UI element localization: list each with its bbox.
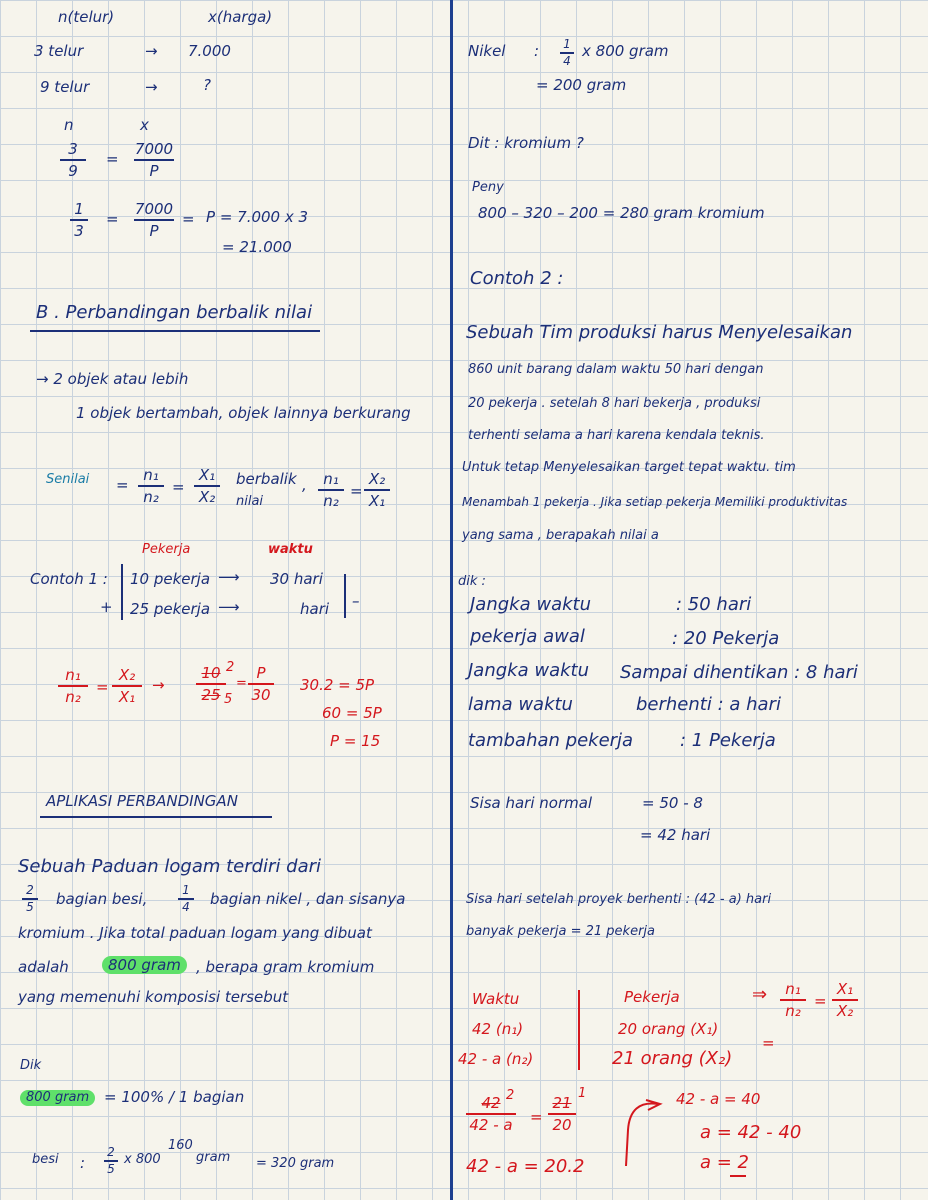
c1-row2-arrow: ⟶ — [218, 598, 240, 616]
senilai-n-fraction — [138, 466, 164, 506]
senilai-label: Senilai — [46, 472, 90, 487]
final-n1: n₁ — [785, 980, 801, 998]
soal-line-1: Sebuah Paduan logam terdiri dari — [18, 856, 322, 877]
calc-1: 1 — [578, 1086, 587, 1101]
result-10-bar — [196, 683, 226, 685]
berbalik-x-fraction — [364, 470, 390, 510]
besi-fraction — [104, 1146, 118, 1176]
contoh-2-line-3: 20 pekerja . setelah 8 hari bekerja , produksi — [468, 396, 761, 411]
dik-800-gram-highlight: 800 gram — [20, 1090, 95, 1106]
table-waktu-2: 42 - a (n₂) — [458, 1050, 534, 1068]
soal-besi-num: 2 — [26, 883, 34, 897]
besi-colon: : — [80, 1154, 86, 1172]
soal-kromium: , berapa gram kromium — [196, 958, 375, 976]
result-p-fraction — [248, 664, 274, 704]
soal-adalah: adalah — [18, 958, 69, 976]
nikel-label: Nikel — [468, 42, 506, 60]
c1-plus: + — [100, 598, 113, 616]
senilai-eq-1: = — [116, 476, 129, 494]
row1-x: 7.000 — [188, 42, 231, 60]
contoh-2-heading: Contoh 2 : — [470, 268, 564, 289]
fraction-7000-p — [134, 140, 174, 180]
result-n-bar — [58, 685, 88, 687]
berbalik-x-bar — [364, 489, 390, 491]
c1-dash: – — [352, 592, 360, 610]
sisa-normal-label: Sisa hari normal — [470, 794, 593, 812]
result-x1: X₁ — [118, 688, 136, 706]
dik-2-value: : 20 Pekerja — [672, 628, 780, 649]
senilai-x2: X₂ — [198, 488, 216, 506]
calc-21-fraction — [548, 1094, 576, 1134]
soal-nikel-fraction — [178, 884, 194, 914]
berbalik-n-fraction — [318, 470, 344, 510]
result-30: 30 — [251, 686, 271, 704]
nilai-label: nilai — [236, 494, 264, 509]
f2-num: 1 — [74, 200, 84, 218]
result-x-fraction — [112, 666, 142, 706]
senilai-x-fraction — [194, 466, 220, 506]
dik-4-value: berhenti : a hari — [636, 694, 781, 715]
senilai-n1: n₁ — [143, 466, 159, 484]
solve-step-3: a = 2 — [700, 1152, 750, 1173]
result-p-bar — [248, 683, 274, 685]
berbalik-eq: = — [350, 482, 363, 500]
f1-bar — [60, 159, 86, 161]
result-x-bar — [112, 685, 142, 687]
header-pekerja: Pekerja — [142, 542, 191, 557]
arc-arrowhead — [646, 1100, 660, 1110]
senilai-x-bar — [194, 485, 220, 487]
final-n-fraction — [780, 980, 806, 1020]
soal-line-3: kromium . Jika total paduan logam yang dibuat — [18, 924, 372, 942]
dik-5-value: : 1 Pekerja — [680, 730, 776, 751]
col-x: x — [140, 116, 149, 134]
f2-result-1: P = 7.000 x 3 — [206, 208, 309, 226]
berbalik-n1: n₁ — [323, 470, 339, 488]
berbalik-x2: X₂ — [368, 470, 386, 488]
dik-3-label: Jangka waktu — [468, 660, 589, 681]
fraction-1-3 — [70, 200, 88, 240]
row2-x: ? — [203, 76, 211, 94]
soal-nikel-den: 4 — [182, 900, 190, 914]
f1-equals: = — [106, 150, 119, 168]
table-waktu-1: 42 (n₁) — [472, 1020, 524, 1038]
f1-rden: P — [149, 162, 159, 180]
dik-100-percent: = 100% / 1 bagian — [104, 1088, 245, 1106]
sisa-normal-calc: = 50 - 8 — [642, 794, 703, 812]
f2-den: 3 — [74, 222, 84, 240]
result-10: 10 — [201, 664, 221, 682]
sisa-normal-result: = 42 hari — [640, 826, 711, 844]
final-x-bar — [832, 999, 858, 1001]
result-step-2: 60 = 5P — [322, 704, 382, 722]
fraction-7000-p-2 — [134, 200, 174, 240]
contoh-1-bar — [121, 564, 123, 620]
nikel-result: = 200 gram — [536, 76, 627, 94]
senilai-n2: n₂ — [143, 488, 159, 506]
final-eq: = — [814, 992, 827, 1010]
senilai-eq-2: = — [172, 478, 185, 496]
soal-nikel-num: 1 — [182, 883, 190, 897]
row2-arrow: → — [145, 78, 158, 96]
solve-step-1: 42 - a = 40 — [676, 1090, 761, 1108]
f1-den: 9 — [68, 162, 78, 180]
calc-42: 42 — [481, 1094, 501, 1112]
dik-label-left: Dik — [20, 1058, 42, 1073]
besi-num: 2 — [107, 1145, 115, 1159]
contoh-2-line-4: terhenti selama a hari karena kendala teknis. — [468, 428, 765, 443]
result-step-3: P = 15 — [330, 732, 381, 750]
f2-rnum: 7000 — [134, 200, 174, 218]
f1-rnum: 7000 — [134, 140, 174, 158]
nikel-num: 1 — [563, 37, 571, 51]
soal-line-5: yang memenuhi komposisi tersebut — [18, 988, 289, 1006]
contoh-2-line-1: Sebuah Tim produksi harus Menyelesaikan — [466, 322, 853, 343]
besi-den: 5 — [107, 1162, 115, 1176]
result-eq-2: = — [236, 676, 247, 691]
dik-1-label: Jangka waktu — [470, 594, 591, 615]
f2-rbar — [134, 219, 174, 221]
result-arrow: → — [152, 676, 165, 694]
dik-5-label: tambahan pekerja — [468, 730, 634, 751]
dik-4-label: lama waktu — [468, 694, 573, 715]
calc-20: 20 — [552, 1116, 572, 1134]
contoh-2-line-7: yang sama , berapakah nilai a — [462, 528, 659, 543]
f1-rbar — [134, 159, 174, 161]
dik-3-value: Sampai dihentikan : 8 hari — [620, 662, 858, 683]
aplikasi-underline — [40, 816, 272, 818]
table-pekerja-2: 21 orang (X₂) — [612, 1048, 733, 1069]
result-x2: X₂ — [118, 666, 136, 684]
contoh-2-line-6: Menambah 1 pekerja . Jika setiap pekerja Memiliki produktivitas — [462, 495, 848, 509]
final-n2: n₂ — [785, 1002, 801, 1020]
soal-bagian-nikel: bagian nikel , dan sisanya — [210, 890, 406, 908]
b-line-2: 1 objek bertambah, objek lainnya berkurang — [76, 404, 411, 422]
row2-n: 9 telur — [40, 78, 90, 96]
c1-row1-arrow: ⟶ — [218, 568, 240, 586]
header-waktu: waktu — [268, 542, 313, 557]
col-n: n — [64, 116, 74, 134]
c1-right-bar — [344, 574, 346, 618]
besi-160: 160 — [168, 1138, 193, 1153]
header-n-telur: n(telur) — [58, 8, 115, 26]
table-header-pekerja: Pekerja — [624, 988, 680, 1006]
dik-2-label: pekerja awal — [470, 626, 585, 647]
banyak-pekerja: banyak pekerja = 21 pekerja — [466, 924, 656, 939]
result-n2: n₂ — [65, 688, 81, 706]
peny-calculation: 800 – 320 – 200 = 280 gram kromium — [478, 204, 765, 222]
berbalik-comma: , — [302, 476, 307, 494]
besi-label: besi — [32, 1152, 59, 1167]
final-x2: X₂ — [836, 1002, 854, 1020]
sisa-setelah-berhenti: Sisa hari setelah proyek berhenti : (42 - a) hari — [466, 892, 772, 907]
senilai-n-bar — [138, 485, 164, 487]
result-eq-1: = — [96, 678, 109, 696]
dik-1-value: : 50 hari — [676, 594, 752, 615]
calc-21: 21 — [552, 1094, 572, 1112]
final-n-bar — [780, 999, 806, 1001]
section-b-underline — [30, 330, 320, 332]
contoh-1-label: Contoh 1 : — [30, 570, 108, 588]
f2-equals: = — [106, 210, 119, 228]
b-line-1: → 2 objek atau lebih — [36, 370, 189, 388]
f2-bar — [70, 219, 88, 221]
final-x1: X₁ — [836, 980, 854, 998]
f1-num: 3 — [68, 140, 78, 158]
soal-besi-den: 5 — [26, 900, 34, 914]
table-pekerja-1: 20 orang (X₁) — [618, 1020, 719, 1038]
result-step-1: 30.2 = 5P — [300, 676, 375, 694]
implies-arrow: ⇒ — [752, 984, 768, 1005]
dit-kromium: Dit : kromium ? — [468, 134, 584, 152]
final-x-fraction — [832, 980, 858, 1020]
result-p: P — [256, 664, 266, 682]
berbalik-x1: X₁ — [368, 492, 386, 510]
row1-arrow: → — [145, 42, 158, 60]
senilai-x1: X₁ — [198, 466, 216, 484]
besi-gram: gram — [196, 1150, 231, 1165]
f2-rden: P — [149, 222, 159, 240]
besi-times-800: x 800 — [124, 1152, 161, 1167]
result-n-fraction — [58, 666, 88, 706]
nikel-den: 4 — [563, 54, 571, 68]
calc-2: 2 — [506, 1088, 515, 1103]
column-divider — [450, 0, 453, 1200]
peny-label: Peny — [472, 180, 504, 195]
nikel-fraction — [560, 38, 574, 68]
aplikasi-heading: APLIKASI PERBANDINGAN — [46, 792, 238, 810]
arc-arrow-stroke — [626, 1104, 658, 1166]
contoh-2-line-5: Untuk tetap Menyelesaikan target tepat waktu. tim — [462, 460, 796, 475]
table-header-waktu: Waktu — [472, 990, 520, 1008]
berbalik-n-bar — [318, 489, 344, 491]
c1-row2-waktu: hari — [300, 600, 330, 618]
result-10-25-fraction — [196, 664, 226, 704]
calc-line-3: 42 - a = 20.2 — [466, 1156, 585, 1177]
c1-row1-pekerja: 10 pekerja — [130, 570, 211, 588]
calc-21-bar — [548, 1113, 576, 1115]
fraction-3-9 — [60, 140, 86, 180]
result-5: 5 — [224, 692, 233, 707]
soal-bagian-besi: bagian besi, — [56, 890, 148, 908]
berbalik-n2: n₂ — [323, 492, 339, 510]
solve-step-2: a = 42 - 40 — [700, 1122, 802, 1143]
dik-label-right: dik : — [458, 574, 486, 589]
result-2: 2 — [226, 660, 235, 675]
soal-besi-fraction — [22, 884, 38, 914]
c1-row2-pekerja: 25 pekerja — [130, 600, 211, 618]
nikel-times-800: x 800 gram — [582, 42, 669, 60]
c1-row1-waktu: 30 hari — [270, 570, 323, 588]
table-divider — [578, 990, 580, 1070]
soal-800-gram-highlight: 800 gram — [102, 956, 187, 974]
f2-colon: = — [182, 210, 195, 228]
contoh-2-line-2: 860 unit barang dalam waktu 50 hari dengan — [468, 362, 764, 377]
nikel-colon: : — [534, 42, 540, 60]
result-25: 25 — [201, 686, 221, 704]
berbalik-label: berbalik — [236, 470, 297, 488]
besi-result: = 320 gram — [256, 1156, 335, 1171]
f2-result-2: = 21.000 — [222, 238, 292, 256]
section-b-heading: B . Perbandingan berbalik nilai — [36, 302, 313, 323]
header-x-harga: x(harga) — [208, 8, 273, 26]
row1-n: 3 telur — [34, 42, 84, 60]
result-n1: n₁ — [65, 666, 81, 684]
calc-42-bar — [466, 1113, 516, 1115]
final-eq-mark: = — [762, 1034, 775, 1052]
calc-eq: = — [530, 1108, 543, 1126]
calc-42-minus-a: 42 - a — [469, 1116, 513, 1134]
